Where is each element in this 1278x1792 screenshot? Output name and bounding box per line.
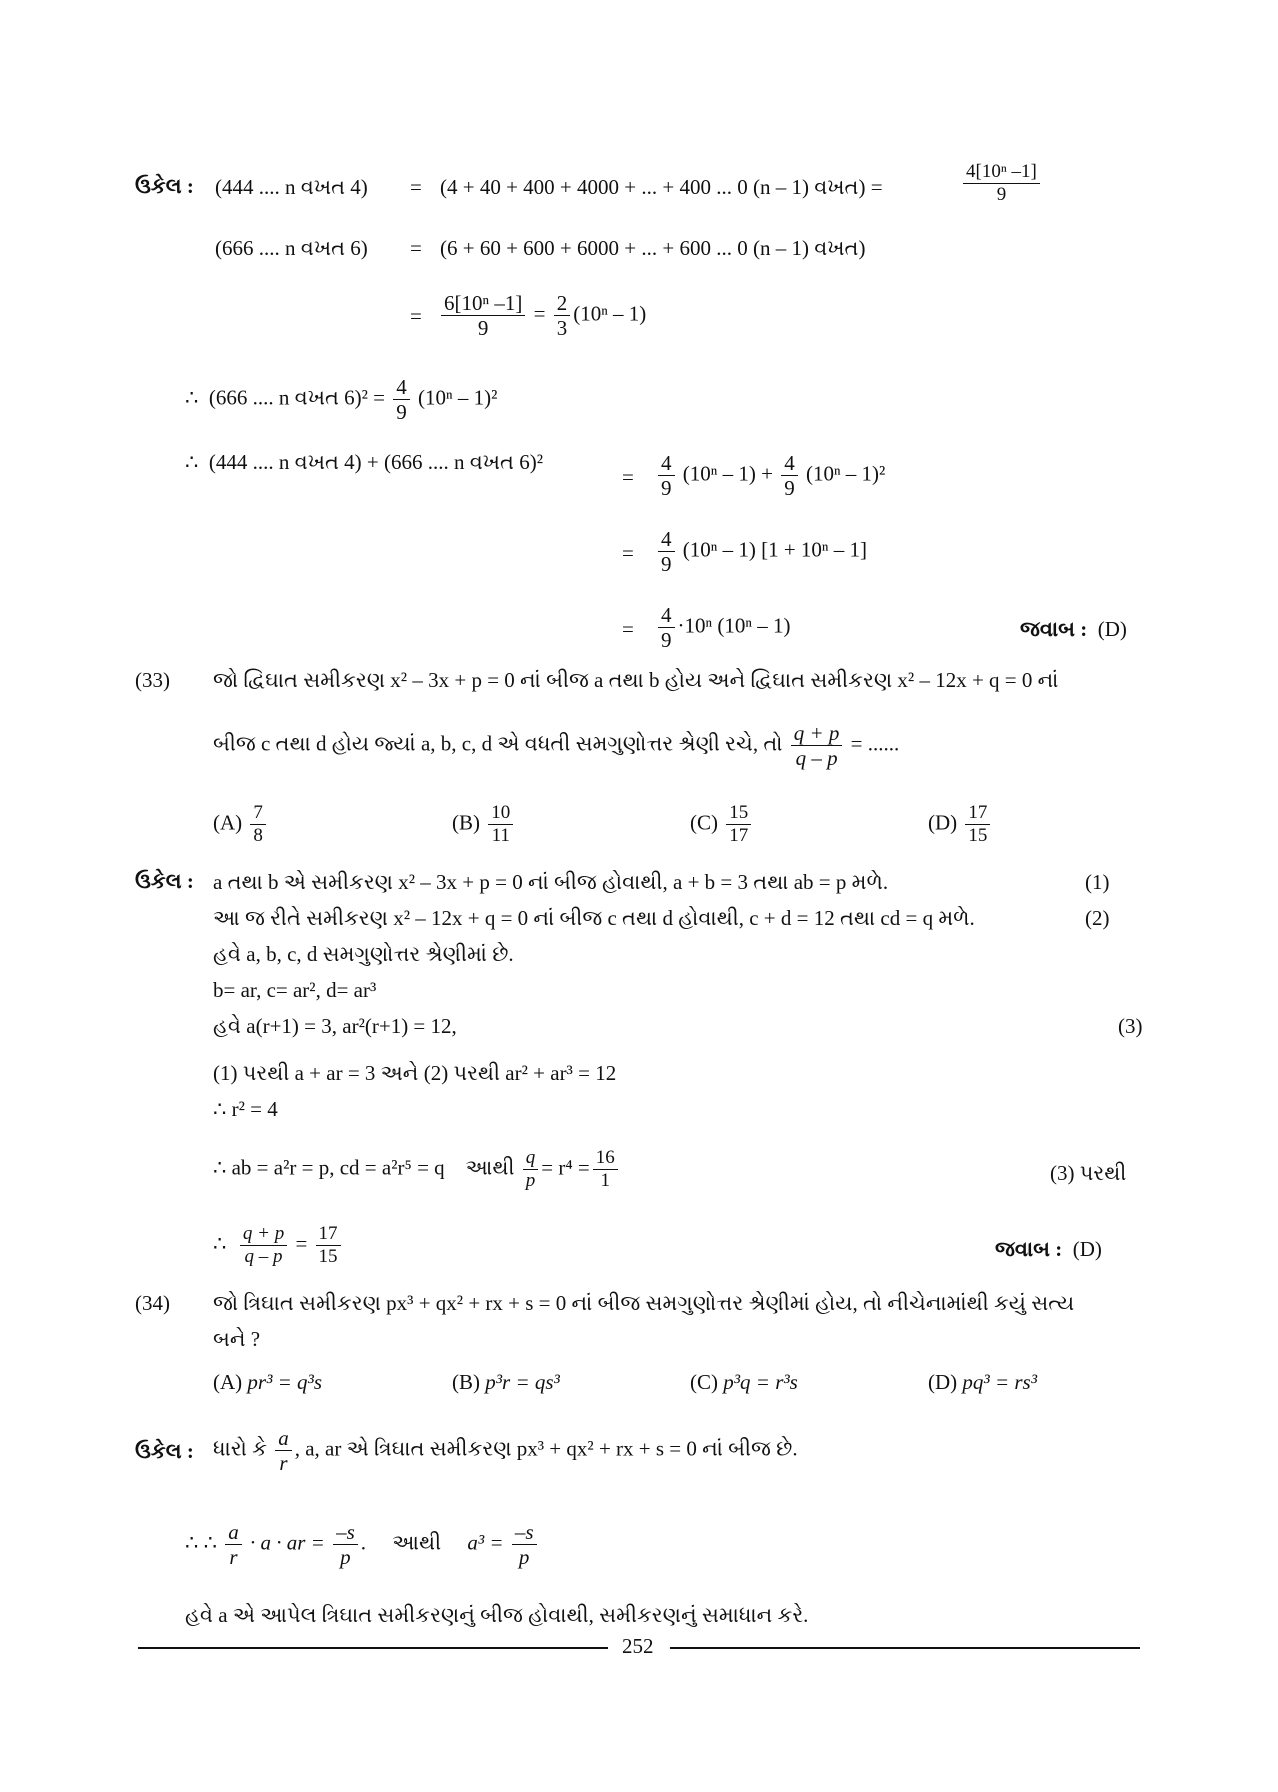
q34-option-a: (A) pr³ = q³s <box>213 1370 323 1394</box>
sol32-line1-lhs: (444 .... n વખત 4) <box>215 175 368 199</box>
sol33-line2: આ જ રીતે સમીકરણ x² – 12x + q = 0 નાં બીજ c તથા d હોવાથી, c + d = 12 તથા cd = q મળે. <box>213 906 975 930</box>
sol34-line3: હવે a એ આપેલ ત્રિઘાત સમીકરણનું બીજ હોવાથી, સમીકરણનું સમાધાન કરે. <box>185 1603 809 1627</box>
answer-line-32: જવાબ : (D) <box>1020 617 1127 641</box>
q34-option-b: (B) p³r = qs³ <box>452 1370 560 1394</box>
sol32-line3: $\frac{\text{6[10ⁿ –1]}}{9}$ = $\frac{2}{3}$ (10ⁿ – 1) <box>438 292 646 339</box>
sol32-line2-rhs: (6 + 60 + 600 + 6000 + ... + 600 ... 0 (n – 1) વખત) <box>440 236 866 260</box>
sol33-line1: a તથા b એ સમીકરણ x² – 3x + p = 0 નાં બીજ હોવાથી, a + b = 3 તથા ab = p મળે. <box>213 870 889 894</box>
sol33-line1-tag: (1) <box>1085 870 1110 894</box>
sol32-line6-rhs: $\frac{4}{9}$ (10ⁿ – 1) [1 + 10ⁿ – 1] <box>655 528 867 575</box>
sol32-line5-eq: = <box>622 465 634 489</box>
footer-rule-left <box>138 1647 608 1649</box>
sol33-line5-tag: (3) <box>1118 1014 1143 1038</box>
q33-option-a: (A) $\frac{7}{8}$ <box>213 803 269 846</box>
sol32-line7-rhs: $\frac{4}{9}$ ·10ⁿ (10ⁿ – 1) <box>655 604 790 651</box>
sol33-line8-tag: (3) પરથી <box>1050 1161 1127 1185</box>
question-number-33: (33) <box>135 668 170 692</box>
question-33-line2: બીજ c તથા d હોય જ્યાં a, b, c, d એ વધતી સમગુણોત્તર શ્રેણી રચે, તો $\frac{q + p}{q - p}$ = ...... <box>213 721 900 771</box>
sol32-line3-eq: = <box>410 304 422 328</box>
solution-label: ઉકેલ : <box>135 869 194 893</box>
sol33-line5: હવે a(r+1) = 3, ar²(r+1) = 12, <box>213 1014 457 1038</box>
solution-label: ઉકેલ : <box>135 1439 194 1463</box>
sol32-line1-rhs: (4 + 40 + 400 + 4000 + ... + 400 ... 0 (n – 1) વખત) = <box>440 175 883 199</box>
q33-option-d: (D) $\frac{17}{15}$ <box>928 803 993 846</box>
q34-option-d: (D) pq³ = rs³ <box>928 1370 1038 1394</box>
question-34-line1: જો ત્રિઘાત સમીકરણ px³ + qx² + rx + s = 0 નાં બીજ સમગુણોત્તર શ્રેણીમાં હોય, તો નીચેનામાંથી કયું સત્ય <box>213 1291 1075 1315</box>
question-number-34: (34) <box>135 1291 170 1315</box>
sol32-line4: ∴ (666 .... n વખત 6)² = $\frac{4}{9}$ (10ⁿ – 1)² <box>185 375 498 425</box>
sol33-line7: ∴ r² = 4 <box>213 1097 278 1121</box>
sol33-line4: b= ar, c= ar², d= ar³ <box>213 978 377 1002</box>
sol32-line5-rhs: $\frac{4}{9}$ (10ⁿ – 1) + $\frac{4}{9}$ (10ⁿ – 1)² <box>655 452 885 499</box>
question-34-line2: બને ? <box>213 1327 261 1351</box>
sol32-line7-eq: = <box>622 617 634 641</box>
sol32-line1-eq: = <box>410 175 422 199</box>
sol33-line9: ∴ $\frac{q + p}{q - p}$ = $\frac{17}{15}$ <box>213 1224 344 1267</box>
sol33-line2-tag: (2) <box>1085 906 1110 930</box>
sol32-line5-lhs: ∴ (444 .... n વખત 4) + (666 .... n વખત 6)² <box>185 450 544 474</box>
answer-line-33: જવાબ : (D) <box>995 1237 1102 1261</box>
question-33-line1: જો દ્વિઘાત સમીકરણ x² – 3x + p = 0 નાં બીજ a તથા b હોય અને દ્વિઘાત સમીકરણ x² – 12x + q = 0 નાં <box>213 668 1059 692</box>
sol32-line2-lhs: (666 .... n વખત 6) <box>215 236 368 260</box>
page-number: 252 <box>622 1634 654 1658</box>
sol32-line2-eq: = <box>410 236 422 260</box>
sol33-line3: હવે a, b, c, d સમગુણોત્તર શ્રેણીમાં છે. <box>213 942 514 966</box>
sol32-line6-eq: = <box>622 541 634 565</box>
sol34-line1: ધારો કે $\frac{a}{r}$ , a, ar એ ત્રિઘાત સમીકરણ px³ + qx² + rx + s = 0 નાં બીજ છે. <box>213 1426 798 1476</box>
footer-rule-right <box>670 1647 1140 1649</box>
q33-option-b: (B) $\frac{10}{11}$ <box>452 803 516 846</box>
sol33-line6: (1) પરથી a + ar = 3 અને (2) પરથી ar² + ar³ = 12 <box>213 1061 617 1085</box>
sol33-line8: ∴ ab = a²r = p, cd = a²r⁵ = q આથી $\frac{q}{p}$ = r⁴ = $\frac{16}{1}$ <box>213 1148 621 1191</box>
q33-option-c: (C) $\frac{15}{17}$ <box>690 803 754 846</box>
solution-label: ઉકેલ : <box>135 174 194 198</box>
sol34-line2: ∴ ∴ $\frac{a}{r}$ · a · ar = $\frac{-s}{p}$ . આથી a³ = $\frac{-s}{p}$ <box>185 1521 540 1568</box>
sol32-line1-fraction: $\frac{\text{4[10ⁿ –1]}}{9}$ <box>960 162 1043 205</box>
q34-option-c: (C) p³q = r³s <box>690 1370 798 1394</box>
